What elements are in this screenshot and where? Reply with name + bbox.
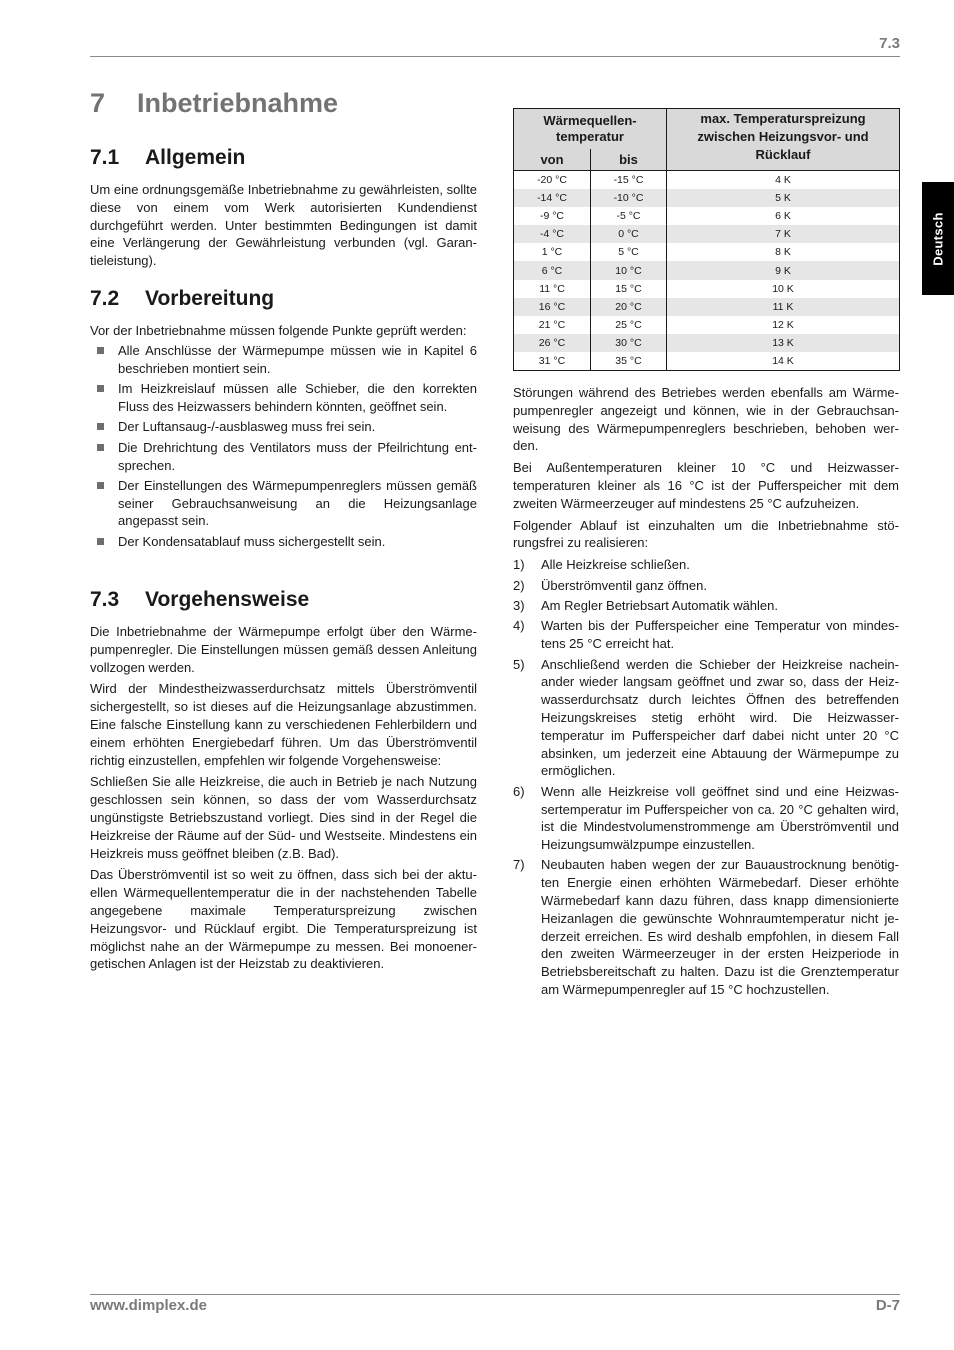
paragraph: Die Inbetriebnahme der Wärmepumpe erfolgt über den Wärmepumpenregler. Die Einstellungen müssen gemäß dessen Anleitung vollzogen werden. — [90, 624, 477, 675]
table-cell: 11 °C — [514, 280, 591, 298]
table-cell: 9 K — [667, 261, 900, 279]
language-tab-label: Deutsch — [930, 211, 946, 266]
step-number: 7) — [513, 857, 525, 873]
right-column-text — [513, 384, 899, 1001]
table-cell: 20 °C — [591, 298, 667, 316]
step-number: 3) — [513, 597, 525, 613]
list-item-text: Der Luftansaug-/-ausblasweg muss frei sein. — [118, 419, 376, 435]
list-item-text: Im Heizkreislauf müssen alle Schieber, die den korrekten Fluss des Heizwassers behindern könnten, geöffnet sein. — [118, 381, 477, 415]
table-cell: 6 K — [667, 207, 900, 225]
paragraph: Schließen Sie alle Heizkreise, die auch in Betrieb je nach Nutzung geschlossen sein können, so dass der vom Wasserdurchsatz ungünstigste Betriebszustand vorliegt. Dies sind in der Regel die Heizkreise der Räume auf der Süd- und Westseite. Mindestens ein Heizkreis muss geöffnet bleiben (z.B. Bad). — [90, 774, 477, 861]
list-item — [513, 577, 899, 595]
table-cell: 6 °C — [514, 261, 591, 279]
list-item — [513, 656, 899, 781]
table-cell: -20 °C — [514, 171, 591, 190]
table-cell: -14 °C — [514, 189, 591, 207]
paragraph: Bei Außentemperaturen kleiner 10 °C und Heizwassertemperaturen kleiner als 16 °C ist der Pufferspeicher mit dem zweiten Wärmeerzeuger auf mindestens 25 °C aufzuheizen. — [513, 460, 899, 511]
step-text: Wenn alle Heizkreise voll geöffnet sind und eine Heizwassertemperatur im Pufferspeicher von ca. 20 °C gehalten wird, ist die Mindestvolumenstrommenge am Überströmventil und Heizungsumwälzpumpe einzustellen. — [541, 783, 899, 853]
table-cell: -9 °C — [514, 207, 591, 225]
table-cell: 4 K — [667, 171, 900, 190]
step-number: 2) — [513, 577, 525, 593]
step-number: 1) — [513, 557, 525, 573]
chapter-heading — [90, 88, 338, 119]
list-item — [90, 533, 477, 551]
table-cell: 5 °C — [591, 243, 667, 261]
step-text: Überströmventil ganz öffnen. — [541, 577, 707, 593]
table-cell: 14 K — [667, 352, 900, 371]
bullet-square-icon — [97, 347, 104, 354]
list-item — [513, 556, 899, 574]
step-number: 5) — [513, 656, 525, 672]
table-cell: 13 K — [667, 334, 900, 352]
section-number: 7.3 — [90, 588, 120, 611]
language-tab[interactable] — [922, 182, 954, 295]
section-number: 7.2 — [90, 287, 120, 310]
step-text: Alle Heizkreise schließen. — [541, 557, 690, 573]
list-item — [90, 342, 477, 378]
procedure-steps — [513, 556, 899, 999]
table-header-max-spread: max. Temperaturspreizung zwischen Heizungsvor- und Rücklauf — [667, 109, 900, 171]
table-cell: -5 °C — [591, 207, 667, 225]
table-header-from: von — [514, 149, 591, 171]
checklist — [90, 342, 477, 550]
list-item-text: Alle Anschlüsse der Wärmepumpe müssen wie in Kapitel 6 beschrieben montiert sein. — [118, 343, 477, 377]
step-text: Neubauten haben wegen der zur Bauaustrocknung benötigten Energie einen erhöhten Wärmebedarf. Dieser erhöhte Wärmebedarf kann dazu führen, dass knapp dimensionierte Heizanlagen die gewünschte Wohnraumtemperatur nicht jederzeit erreichen. Es wird deshalb empfohlen, in diesem Fall den zweiten Wärmeerzeuger in der ersten Heizperiode in Betriebsbereitschaft zu halten. Dazu ist die Grenztemperatur am Wärmepumpenregler auf 15 °C hochzustellen. — [541, 857, 899, 998]
list-item-text: Die Drehrichtung des Ventilators muss der Pfeilrichtung entsprechen. — [118, 439, 477, 473]
table-cell: 10 °C — [591, 261, 667, 279]
table-cell: 11 K — [667, 298, 900, 316]
list-item — [513, 783, 899, 854]
paragraph: Um eine ordnungsgemäße Inbetriebnahme zu gewährleisten, sollte diese von einem vom Werk autorisierten Kundendienst durchgeführt werden. Unter bestimmten Bedingungen ist damit eine Verlängerung der Gewährleistung verbunden (vgl. Garantieleistung). — [90, 182, 477, 269]
section-title: Allgemein — [145, 146, 246, 169]
table-cell: 25 °C — [591, 316, 667, 334]
bullet-square-icon — [97, 538, 104, 545]
footer-divider — [90, 1294, 900, 1295]
list-item — [90, 439, 477, 475]
table-cell: 12 K — [667, 316, 900, 334]
table-cell: -10 °C — [591, 189, 667, 207]
temperature-spread-table — [513, 108, 900, 371]
paragraph: Wird der Mindestheizwasserdurchsatz mittels Überströmventil sichergestellt, so ist dieses auf die Heizungsanlage abzustimmen. Eine falsche Einstellung kann zu verschiedenen Fehlerbildern und einem erhöhten Energiebedarf führen. Um das Überströmventil richtig einzustellen, empfehlen wir folgende Vorgehensweise: — [90, 681, 477, 768]
table-cell: 1 °C — [514, 243, 591, 261]
table-cell: 21 °C — [514, 316, 591, 334]
table-cell: 10 K — [667, 280, 900, 298]
table-header-source-temp: Wärmequellen-temperatur — [514, 109, 667, 149]
table-cell: 30 °C — [591, 334, 667, 352]
table-cell: 26 °C — [514, 334, 591, 352]
table-cell: 7 K — [667, 225, 900, 243]
list-item — [90, 380, 477, 416]
chapter-number: 7 — [90, 88, 106, 118]
section-heading-vorgehensweise — [90, 588, 309, 612]
chapter-title: Inbetriebnahme — [137, 88, 339, 118]
section-heading-vorbereitung — [90, 287, 274, 311]
preparation-block — [90, 322, 477, 553]
table-cell: 5 K — [667, 189, 900, 207]
bullet-square-icon — [97, 482, 104, 489]
list-item — [90, 477, 477, 530]
list-item-text: Der Kondensatablauf muss sichergestellt sein. — [118, 533, 386, 549]
table-cell: 0 °C — [591, 225, 667, 243]
step-text: Anschließend werden die Schieber der Heizkreise nacheinander wieder langsam geöffnet und zwar so, dass der Heizwasserdurchsatz durch leichtes Öffnen des betreffenden Heizungskreises stetig erhöht wird. Die Heizwassertemperatur im Pufferspeicher darf dabei nicht unter 20 °C absinken, um jederzeit eine Abtauung der Wärmepumpe zu ermöglichen. — [541, 656, 899, 779]
list-item — [513, 597, 899, 615]
bullet-square-icon — [97, 423, 104, 430]
step-number: 4) — [513, 618, 525, 634]
table-cell: 35 °C — [591, 352, 667, 371]
header-section-number: 7.3 — [879, 35, 900, 52]
table-cell: 8 K — [667, 243, 900, 261]
step-text: Am Regler Betriebsart Automatik wählen. — [541, 597, 778, 613]
step-text: Warten bis der Pufferspeicher eine Temperatur von mindestens 25 °C erreicht hat. — [541, 618, 899, 652]
list-item — [513, 617, 899, 653]
table-header-to: bis — [591, 149, 667, 171]
table-cell: 15 °C — [591, 280, 667, 298]
paragraph: Das Überströmventil ist so weit zu öffnen, dass sich bei der aktuellen Wärmequellentemperatur die in der nachstehenden Tabelle angegebene maximale Temperaturspreizung zwischen Heizungsvor- und Rücklauf ergibt. Die Temperaturspreizung ist möglichst nahe an der Wärmepumpe zu messen. Bei monoenergetischen Anlagen ist der Heizstab zu deaktivieren. — [90, 867, 477, 972]
footer-website-link[interactable]: www.dimplex.de — [90, 1297, 207, 1314]
procedure-block — [90, 623, 477, 973]
section-heading-allgemein — [90, 146, 245, 170]
section-number: 7.1 — [90, 146, 120, 169]
table-cell: 31 °C — [514, 352, 591, 371]
bullet-square-icon — [97, 385, 104, 392]
table-cell: 16 °C — [514, 298, 591, 316]
paragraph: Störungen während des Betriebes werden ebenfalls am Wärmepumpenregler angezeigt und können, wie in der Gebrauchsanweisung des Wärmepumpenreglers beschrieben, behoben werden. — [513, 385, 899, 454]
list-item — [90, 418, 477, 436]
footer-page-number: D-7 — [875, 1297, 900, 1314]
header-divider — [90, 56, 900, 57]
section-title: Vorbereitung — [145, 287, 275, 310]
step-number: 6) — [513, 783, 525, 799]
table-cell: -4 °C — [514, 225, 591, 243]
table-cell: -15 °C — [591, 171, 667, 190]
paragraph: Vor der Inbetriebnahme müssen folgende Punkte geprüft werden: — [90, 323, 467, 338]
bullet-square-icon — [97, 444, 104, 451]
paragraph: Folgender Ablauf ist einzuhalten um die Inbetriebnahme störungsfrei zu realisieren: — [513, 517, 899, 551]
list-item — [513, 856, 899, 998]
section-title: Vorgehensweise — [145, 588, 310, 611]
list-item-text: Der Einstellungen des Wärmepumpenreglers müssen gemäß seiner Gebrauchsanweisung an die Heizungsanlage angepasst sein. — [118, 477, 477, 529]
